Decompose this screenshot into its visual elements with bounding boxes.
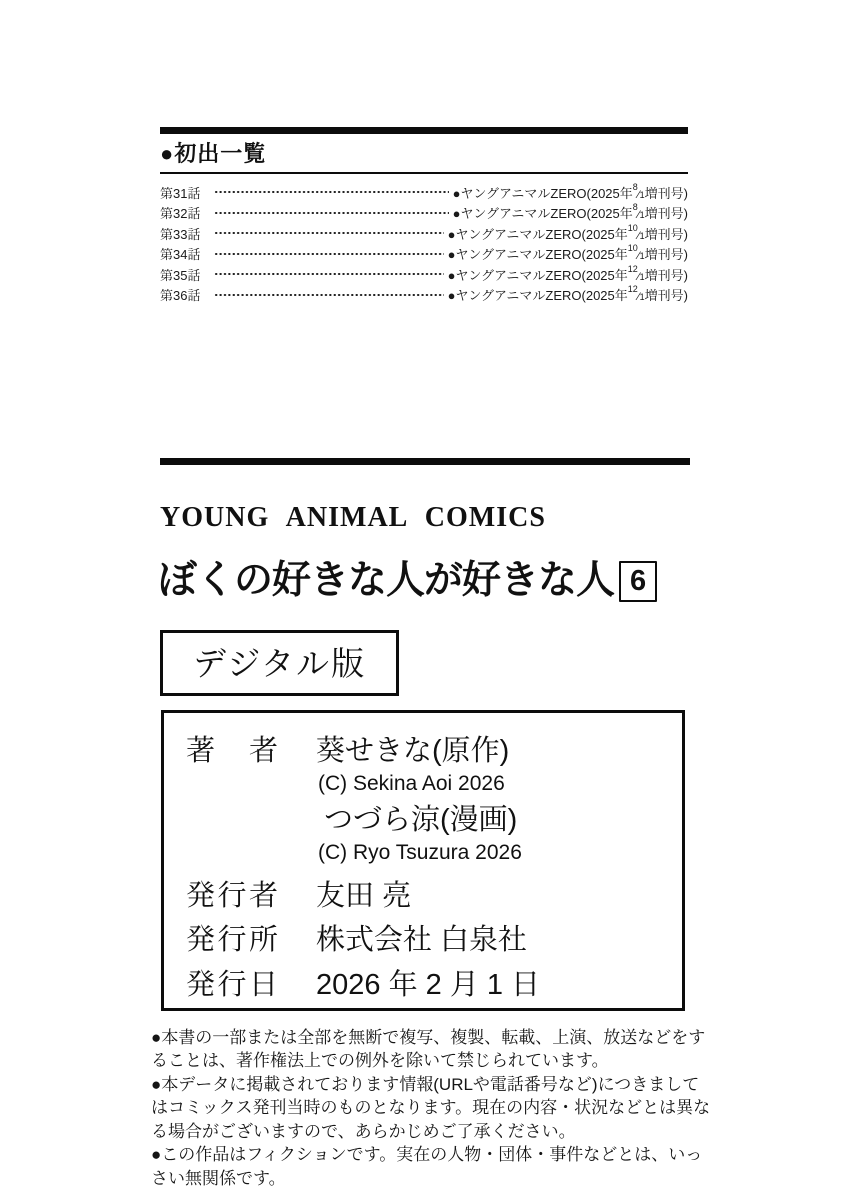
publishing-house-value: 株式会社 白泉社 (316, 924, 528, 957)
fraction-slash: ⁄ (637, 270, 640, 283)
leader-dots (214, 244, 444, 265)
author-values (316, 733, 522, 870)
leader-dots (214, 203, 449, 224)
issue-month: 12 (627, 263, 638, 274)
volume-badge: 6 (619, 561, 657, 602)
publisher-label: 発行者 (186, 880, 278, 913)
source-suffix: 増刊号) (644, 226, 688, 242)
publication-list-header: ●初出一覧 (160, 141, 267, 166)
publishing-house-label: 発行所 (186, 924, 278, 957)
fraction-slash: ⁄ (637, 209, 640, 222)
source-label (453, 203, 688, 222)
fraction-slash: ⁄ (637, 229, 640, 242)
edition-badge: デジタル版 (160, 630, 399, 696)
source-prefix: ●ヤングアニマルZERO(2025年 (447, 267, 628, 283)
author-label: 著者 (186, 735, 278, 767)
divider-bar-top (160, 127, 688, 134)
source-label (453, 183, 688, 202)
chapter-label: 第33話 (160, 226, 201, 242)
imprint-title: YOUNG ANIMAL COMICS (160, 502, 546, 533)
issue-day: 1 (639, 189, 645, 200)
issue-month: 8 (632, 181, 638, 192)
author-1: 葵せきな(原作) (316, 735, 510, 767)
source-suffix: 増刊号) (644, 185, 688, 201)
issue-month: 8 (632, 202, 638, 213)
leader-dots (214, 264, 444, 285)
colophon-row-publication-date (186, 967, 672, 1003)
chapter-row (160, 264, 688, 285)
chapter-row (160, 244, 688, 265)
author-1-copyright: (C) Sekina Aoi 2026 (318, 772, 505, 796)
author-2: つづら涼(漫画) (324, 803, 518, 836)
colophon-row-author (186, 733, 672, 870)
fraction-slash: ⁄ (637, 250, 640, 263)
issue-day: 1 (639, 210, 645, 221)
source-label (448, 285, 688, 304)
notice-paragraph: ●本データに掲載されております情報(URLや電話番号など)につきましてはコミックス発刊当時のものとなります。現在の内容・状況などとは異なる場合がございますので、あらかじめご了承ください。 (151, 1074, 711, 1141)
chapter-row (160, 203, 688, 224)
publisher-value: 友田 亮 (316, 880, 412, 913)
book-title-text: ぼくの好きな人が好きな人 (158, 559, 615, 602)
source-suffix: 増刊号) (644, 206, 688, 222)
issue-month: 10 (627, 222, 638, 233)
chapter-row (160, 182, 688, 203)
issue-day: 1 (639, 271, 645, 282)
divider-bar-middle (160, 458, 690, 465)
fraction-slash: ⁄ (637, 188, 640, 201)
chapter-label: 第36話 (160, 288, 201, 304)
source-label (448, 244, 688, 263)
source-suffix: 増刊号) (644, 247, 688, 263)
publication-date-label: 発行日 (186, 968, 278, 1001)
author-2-copyright: (C) Ryo Tsuzura 2026 (318, 840, 522, 864)
publication-date-value: 2026 年 2 月 1 日 (316, 968, 541, 1001)
chapter-label: 第35話 (160, 267, 201, 283)
chapter-row (160, 285, 688, 306)
source-prefix: ●ヤングアニマルZERO(2025年 (447, 226, 628, 242)
source-prefix: ●ヤングアニマルZERO(2025年 (447, 288, 628, 304)
chapter-label: 第31話 (160, 185, 201, 201)
header-rule (160, 172, 688, 174)
source-prefix: ●ヤングアニマルZERO(2025年 (452, 206, 633, 222)
issue-day: 1 (639, 230, 645, 241)
book-title (158, 549, 657, 605)
leader-dots (214, 182, 449, 203)
colophon-row-publisher (186, 878, 672, 914)
chapter-label: 第32話 (160, 206, 201, 222)
chapter-label: 第34話 (160, 247, 201, 263)
publication-list (160, 127, 688, 305)
issue-month: 12 (627, 284, 638, 295)
leader-dots (214, 285, 444, 306)
source-prefix: ●ヤングアニマルZERO(2025年 (447, 247, 628, 263)
fraction-slash: ⁄ (637, 291, 640, 304)
source-prefix: ●ヤングアニマルZERO(2025年 (452, 185, 633, 201)
colophon-row-publishing-house (186, 922, 672, 958)
chapter-row (160, 223, 688, 244)
source-label (448, 224, 688, 243)
source-suffix: 増刊号) (644, 267, 688, 283)
leader-dots (214, 223, 444, 244)
source-suffix: 増刊号) (644, 288, 688, 304)
issue-day: 1 (639, 292, 645, 303)
legal-notices (151, 1026, 713, 1190)
notice-paragraph: ●この作品はフィクションです。実在の人物・団体・事件などとは、いっさい無関係です。 (151, 1145, 703, 1188)
issue-month: 10 (627, 243, 638, 254)
issue-day: 1 (639, 251, 645, 262)
notice-paragraph: ●本書の一部または全部を無断で複写、複製、転載、上演、放送などをすることは、著作権法上での例外を除いて禁じられています。 (151, 1028, 706, 1071)
colophon-box (161, 710, 685, 1011)
source-label (448, 265, 688, 284)
